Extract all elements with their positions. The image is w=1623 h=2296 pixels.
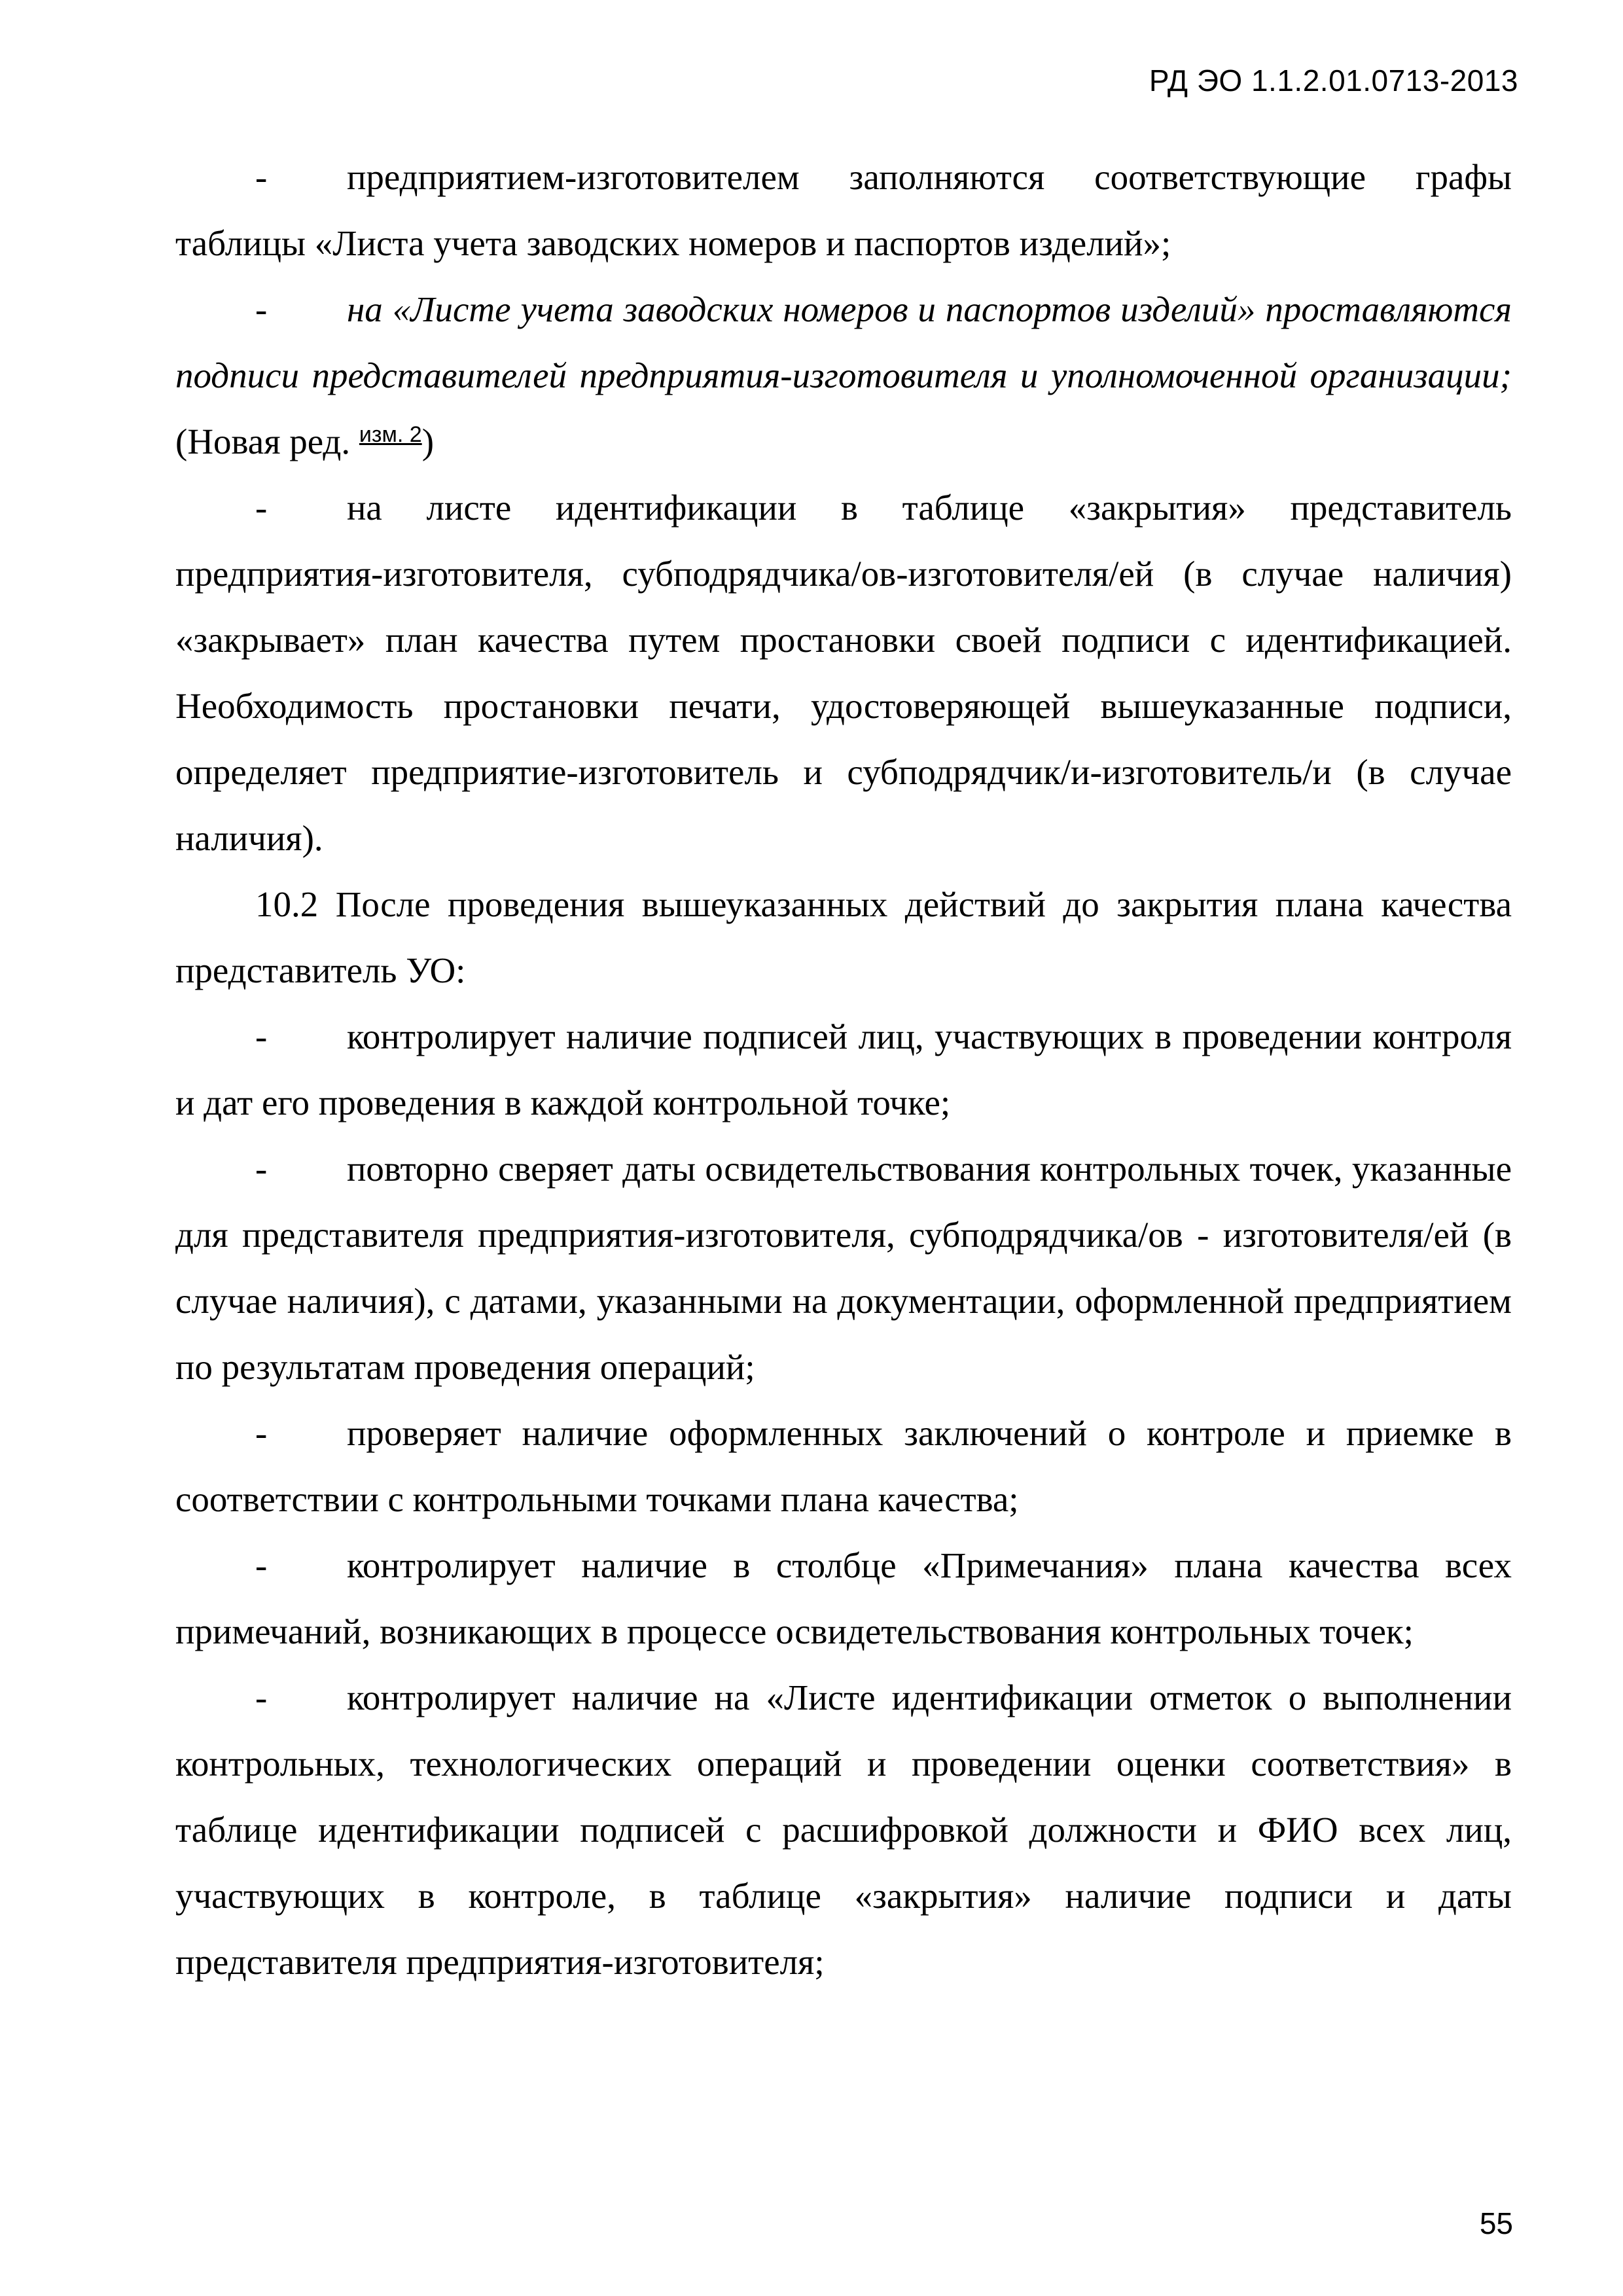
revision-note-close: ) bbox=[421, 422, 435, 461]
list-item-text: на листе идентификации в таблице «закрытия» представитель предприятия-изготовителя, субподрядчика/ов-изготовителя/ей (в случае наличия) «закрывает» план качества путем простановки своей подписи с идентификацией. Необходимость простановки печати, удостоверяющей вышеуказанные подписи, определяет предприятие-изготовитель и субподрядчик/и-изготовитель/и (в случае наличия). bbox=[175, 488, 1512, 858]
revision-note-open: (Новая ред. bbox=[175, 422, 351, 461]
list-dash: - bbox=[255, 157, 268, 197]
page-number: 55 bbox=[1479, 2206, 1513, 2240]
list-item bbox=[175, 1532, 1512, 1664]
list-item bbox=[175, 1400, 1512, 1532]
list-item-text: проверяет наличие оформленных заключений о контроле и приемке в соответствии с контрольными точками плана качества; bbox=[175, 1413, 1512, 1519]
document-body bbox=[175, 144, 1512, 1995]
list-item-text-italic: на «Листе учета заводских номеров и паспортов изделий» проставляются подписи представителей предприятия-изготовителя и уполномоченной организации; bbox=[175, 289, 1512, 395]
list-item-text: контролирует наличие подписей лиц, участвующих в проведении контроля и дат его проведения в каждой контрольной точке; bbox=[175, 1016, 1512, 1122]
list-item bbox=[175, 475, 1512, 871]
list-item-text: повторно сверяет даты освидетельствования контрольных точек, указанные для представителя предприятия-изготовителя, субподрядчика/ов - изготовителя/ей (в случае наличия), с датами, указанными на документации, оформленной предприятием по результатам проведения операций; bbox=[175, 1149, 1512, 1387]
list-dash: - bbox=[255, 1016, 268, 1056]
list-dash: - bbox=[255, 289, 268, 329]
list-dash: - bbox=[255, 488, 268, 528]
list-item bbox=[175, 276, 1512, 475]
paragraph-10-2: 10.2 После проведения вышеуказанных действий до закрытия плана качества представитель УО: bbox=[175, 884, 1512, 990]
list-dash: - bbox=[255, 1149, 268, 1189]
list-item-text: контролирует наличие в столбце «Примечания» плана качества всех примечаний, возникающих в процессе освидетельствования контрольных точек; bbox=[175, 1545, 1512, 1651]
list-item bbox=[175, 1003, 1512, 1136]
list-item-text: предприятием-изготовителем заполняются соответствующие графы таблицы «Листа учета заводских номеров и паспортов изделий»; bbox=[175, 157, 1512, 263]
list-item-text: контролирует наличие на «Листе идентификации отметок о выполнении контрольных, технологических операций и проведении оценки соответствия» в таблице идентификации подписей с расшифровкой должности и ФИО всех лиц, участвующих в контроле, в таблице «закрытия» наличие подписи и даты представителя предприятия-изготовителя; bbox=[175, 1677, 1512, 1982]
list-item bbox=[175, 144, 1512, 276]
list-dash: - bbox=[255, 1677, 268, 1717]
list-dash: - bbox=[255, 1545, 268, 1585]
list-dash: - bbox=[255, 1413, 268, 1453]
revision-mark: изм. 2 bbox=[359, 422, 422, 447]
document-code: РД ЭО 1.1.2.01.0713-2013 bbox=[1149, 63, 1518, 98]
list-item bbox=[175, 1136, 1512, 1400]
list-item bbox=[175, 1664, 1512, 1995]
